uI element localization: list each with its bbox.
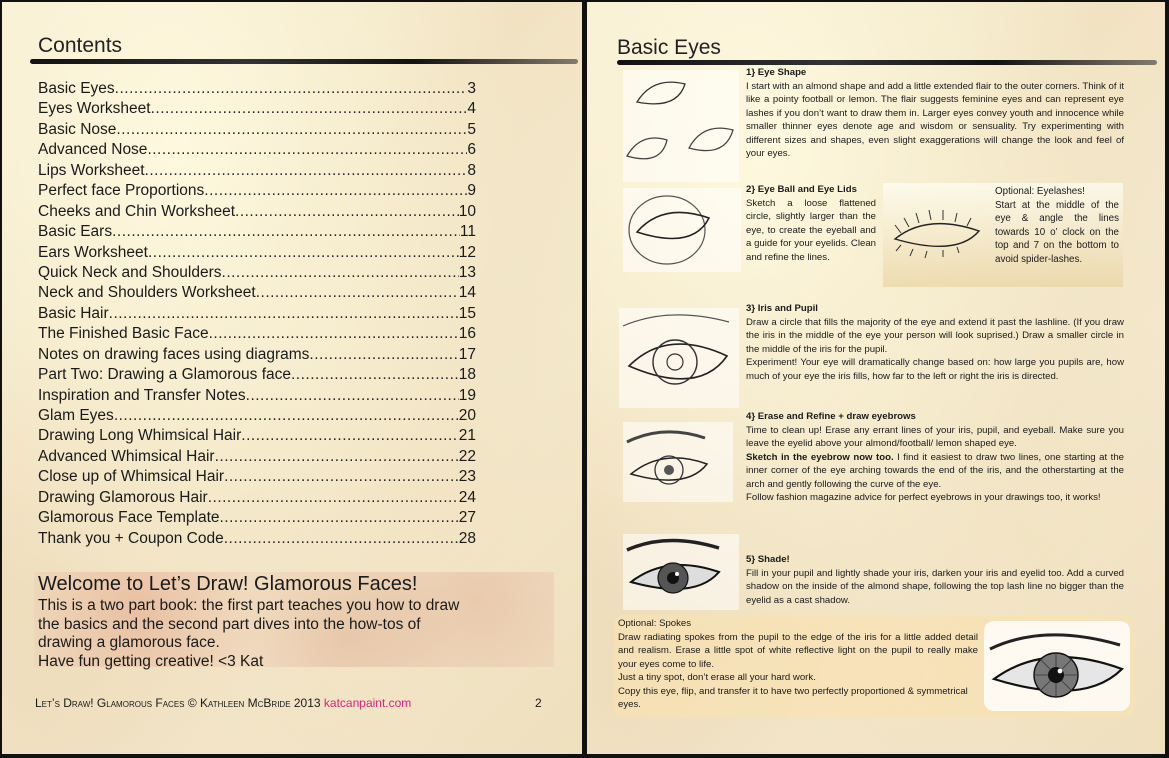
welcome-line: This is a two part book: the first part teaches you how to draw bbox=[38, 597, 460, 614]
toc-entry-page: 28 bbox=[458, 529, 476, 547]
toc-entry-title: Close up of Whimsical Hair bbox=[38, 468, 225, 486]
toc-entry[interactable] bbox=[38, 346, 476, 366]
iris-sketch bbox=[619, 308, 739, 408]
toc-entry[interactable] bbox=[38, 387, 476, 407]
toc-entry-title: Glam Eyes bbox=[38, 407, 114, 424]
toc-dot-leader bbox=[222, 264, 459, 282]
toc-entry[interactable] bbox=[38, 162, 476, 182]
toc-dot-leader bbox=[114, 407, 459, 425]
toc-entry-page: 10 bbox=[458, 202, 476, 220]
spokes-body: Just a tiny spot, don’t erase all your hard work. bbox=[618, 672, 816, 683]
section-body: I find it easiest to draw two lines, one starting at the inner corner of the eye arching towards the end of the iris, and the otherstarting at the arch and gently following the curve of the eye. bbox=[746, 451, 1124, 490]
toc-dot-leader bbox=[291, 366, 459, 384]
section-title: 3} Iris and Pupil bbox=[746, 303, 818, 314]
section-title: 2} Eye Ball and Eye Lids bbox=[746, 184, 857, 195]
toc-dot-leader bbox=[151, 100, 468, 118]
toc-entry-page: 8 bbox=[467, 161, 476, 179]
toc-entry-title: Eyes Worksheet bbox=[38, 100, 151, 118]
toc-entry-title: Part Two: Drawing a Glamorous face bbox=[38, 366, 291, 384]
left-page bbox=[2, 2, 582, 754]
spokes-title: Optional: Spokes bbox=[618, 618, 692, 629]
toc-entry-page: 19 bbox=[458, 386, 476, 404]
toc-dot-leader bbox=[208, 489, 459, 507]
toc-entry-page: 23 bbox=[458, 468, 476, 486]
section-body: I start with an almond shape and add a little extended flair to the outer corners. Think of it like a pointy football or lemon. The flair suggests feminine eyes and can represent eye lashes if you don’t want to draw them in. Larger eyes convey youth and innocence while smaller thinner eyes denote age and wisdom or sensuality. Try experimenting with different sizes and shapes, even slight exaggerations will change the look and feel of your eyes. bbox=[746, 80, 1124, 159]
toc-entry[interactable] bbox=[38, 100, 476, 120]
toc-dot-leader bbox=[309, 346, 458, 364]
section-title: 4} Erase and Refine + draw eyebrows bbox=[746, 411, 916, 422]
shaded-eye-sketch bbox=[623, 534, 739, 610]
toc-entry-title: Notes on drawing faces using diagrams bbox=[38, 345, 310, 363]
toc-entry-title: Lips Worksheet bbox=[38, 161, 145, 179]
toc-entry-title: Ears Worksheet bbox=[38, 243, 148, 261]
refined-eye-illustration bbox=[623, 422, 733, 502]
toc-entry-page: 18 bbox=[458, 366, 476, 384]
toc-dot-leader bbox=[246, 387, 459, 405]
toc-entry-page: 9 bbox=[467, 182, 476, 200]
toc-dot-leader bbox=[116, 121, 467, 139]
toc-entry[interactable] bbox=[38, 509, 476, 529]
toc-entry-page: 27 bbox=[458, 509, 476, 527]
eyeball-sketch bbox=[623, 188, 741, 272]
toc-dot-leader bbox=[256, 284, 459, 302]
spokes-eye-sketch bbox=[984, 621, 1130, 711]
toc-entry-title: Drawing Long Whimsical Hair bbox=[38, 427, 242, 445]
toc-entry-title: Basic Eyes bbox=[38, 80, 115, 97]
toc-entry[interactable] bbox=[38, 448, 476, 468]
section-iris bbox=[746, 302, 1124, 383]
toc-entry[interactable] bbox=[38, 468, 476, 488]
toc-entry-title: Glamorous Face Template bbox=[38, 509, 220, 527]
contents-heading: Contents bbox=[38, 34, 123, 57]
section-eye-shape bbox=[746, 66, 1124, 161]
shaded-eye-illustration bbox=[623, 534, 739, 610]
toc-entry-title: The Finished Basic Face bbox=[38, 325, 209, 343]
toc-entry[interactable] bbox=[38, 305, 476, 325]
eyelash-sketch bbox=[887, 205, 987, 265]
toc-dot-leader bbox=[115, 80, 468, 98]
toc-dot-leader bbox=[148, 244, 459, 262]
welcome-heading: Welcome to Let’s Draw! Glamorous Faces! bbox=[38, 573, 418, 595]
toc-entry-page: 21 bbox=[458, 427, 476, 445]
toc-entry-title: Cheeks and Chin Worksheet bbox=[38, 202, 236, 220]
toc-entry-page: 20 bbox=[458, 407, 476, 424]
toc-entry-title: Drawing Glamorous Hair bbox=[38, 488, 208, 506]
toc-entry[interactable] bbox=[38, 141, 476, 161]
toc-entry-title: Neck and Shoulders Worksheet bbox=[38, 284, 256, 302]
eye-shape-sketch bbox=[623, 70, 739, 182]
toc-entry-page: 3 bbox=[467, 80, 476, 97]
toc-entry-title: Advanced Whimsical Hair bbox=[38, 447, 215, 465]
section-shade bbox=[746, 553, 1124, 607]
toc-dot-leader bbox=[220, 509, 459, 527]
toc-entry[interactable] bbox=[38, 80, 476, 100]
basic-eyes-heading: Basic Eyes bbox=[617, 36, 721, 59]
toc-entry[interactable] bbox=[38, 427, 476, 447]
spokes-body: Draw radiating spokes from the pupil to the edge of the iris for a little added detail and realism. Erase a little spot of white reflective light on the pupil to really make your eyes come to life. bbox=[618, 631, 978, 670]
section-body: Experiment! Your eye will dramatically change based on: how large you pupils are, how much of your eye the iris fills, how far to the left or right the iris is directed. bbox=[746, 357, 1124, 382]
section-bold: Sketch in the eyebrow now too. bbox=[746, 451, 894, 463]
toc-entry-title: Thank you + Coupon Code bbox=[38, 529, 224, 547]
toc-entry[interactable] bbox=[38, 325, 476, 345]
toc-dot-leader bbox=[204, 182, 467, 200]
section-body: Sketch a loose flattened circle, slightly larger than the eye, to create the eyeball and a guide for your eyelids. Clean and refine the lines. bbox=[746, 197, 876, 263]
toc-entry-page: 13 bbox=[458, 263, 476, 281]
toc-dot-leader bbox=[109, 305, 459, 323]
spokes-body: Copy this eye, flip, and transfer it to have two perfectly proportioned & symmetrical eyes. bbox=[618, 685, 968, 710]
spokes-box bbox=[614, 615, 1134, 717]
toc-entry-page: 24 bbox=[458, 488, 476, 506]
section-body: Fill in your pupil and lightly shade your iris, darken your iris and eyelid too. Add a curved shadow on the inside of the almond shape, following the top lash line no bigger than the eyelid as a cast shadow. bbox=[746, 567, 1124, 606]
toc-dot-leader bbox=[224, 530, 459, 548]
toc-entry[interactable] bbox=[38, 203, 476, 223]
toc-entry-page: 15 bbox=[458, 304, 476, 322]
toc-dot-leader bbox=[209, 325, 459, 343]
toc-entry[interactable] bbox=[38, 366, 476, 386]
iris-illustration bbox=[619, 308, 739, 408]
toc-entry-title: Advanced Nose bbox=[38, 141, 148, 159]
refined-eye-sketch bbox=[623, 422, 733, 502]
toc-entry[interactable] bbox=[38, 121, 476, 141]
toc-entry-page: 17 bbox=[458, 345, 476, 363]
spokes-eye-illustration bbox=[984, 621, 1130, 711]
welcome-box bbox=[34, 572, 554, 670]
welcome-line: drawing a glamorous face. bbox=[38, 634, 220, 651]
eye-shape-illustration bbox=[623, 70, 739, 182]
footer bbox=[35, 696, 411, 710]
toc-entry[interactable] bbox=[38, 264, 476, 284]
toc-entry-title: Basic Nose bbox=[38, 120, 117, 138]
toc-entry[interactable] bbox=[38, 244, 476, 264]
eyelashes-title: Optional: Eyelashes! bbox=[995, 186, 1085, 197]
toc-entry-title: Inspiration and Transfer Notes bbox=[38, 386, 246, 404]
toc-entry-page: 6 bbox=[467, 141, 476, 159]
spokes-text bbox=[618, 617, 978, 712]
section-title: 1} Eye Shape bbox=[746, 67, 807, 78]
toc-entry-title: Basic Hair bbox=[38, 304, 109, 322]
right-page bbox=[587, 2, 1165, 754]
toc-entry-page: 16 bbox=[458, 325, 476, 343]
toc-entry-page: 11 bbox=[459, 223, 476, 241]
footer-copyright: Let’s Draw! Glamorous Faces © Kathleen McBride 2013 bbox=[35, 696, 324, 710]
eyelashes-body: Start at the middle of the eye & angle the lines towards 10 o’ clock on the top and 7 on the bottom to avoid spider-lashes. bbox=[995, 199, 1119, 265]
heading-brush-stroke bbox=[617, 60, 1157, 65]
toc-dot-leader bbox=[112, 223, 460, 241]
section-title: 5} Shade! bbox=[746, 554, 790, 565]
toc-entry-page: 12 bbox=[458, 243, 476, 261]
eyeball-illustration bbox=[623, 188, 741, 272]
section-eyeball bbox=[746, 183, 876, 264]
toc-entry[interactable] bbox=[38, 182, 476, 202]
toc-entry[interactable] bbox=[38, 489, 476, 509]
toc-entry-title: Perfect face Proportions bbox=[38, 182, 205, 200]
toc-dot-leader bbox=[224, 468, 459, 486]
section-erase-refine bbox=[746, 410, 1124, 505]
toc-dot-leader bbox=[241, 427, 458, 445]
toc-dot-leader bbox=[215, 448, 459, 466]
eyelashes-text bbox=[995, 185, 1119, 266]
toc-entry[interactable] bbox=[38, 407, 476, 427]
toc-dot-leader bbox=[235, 203, 459, 221]
toc-dot-leader bbox=[145, 162, 468, 180]
page-number: 2 bbox=[535, 696, 542, 710]
toc-entry-page: 14 bbox=[458, 284, 476, 302]
toc-entry-page: 4 bbox=[467, 100, 476, 118]
section-body: Follow fashion magazine advice for perfect eyebrows in your drawings too, it works! bbox=[746, 492, 1101, 503]
welcome-line: Have fun getting creative! <3 Kat bbox=[38, 652, 264, 670]
toc-entry-page: 22 bbox=[458, 447, 476, 465]
section-body: Time to clean up! Erase any errant lines of your iris, pupil, and eyeball. Make sure you leave the eyelid above your almond/football/ lemon shaped eye. bbox=[746, 424, 1124, 449]
toc-entry[interactable] bbox=[38, 530, 476, 550]
toc-entry[interactable] bbox=[38, 284, 476, 304]
toc-entry-page: 5 bbox=[467, 120, 476, 138]
heading-brush-stroke bbox=[30, 59, 578, 64]
footer-link[interactable]: katcanpaint.com bbox=[323, 696, 412, 710]
welcome-line: the basics and the second part dives into the how-tos of bbox=[38, 615, 421, 633]
toc-entry-title: Basic Ears bbox=[38, 223, 113, 241]
eyelashes-box bbox=[883, 183, 1123, 287]
section-body: Draw a circle that fills the majority of the eye and extend it past the lashline. (If you draw the iris in the middle of the eye your person will look suprised.) Draw a smaller circle in the middle of the iris for the pupil. bbox=[746, 316, 1124, 355]
table-of-contents bbox=[38, 80, 476, 550]
toc-dot-leader bbox=[147, 141, 467, 159]
toc-entry-title: Quick Neck and Shoulders bbox=[38, 263, 222, 281]
toc-entry[interactable] bbox=[38, 223, 476, 243]
